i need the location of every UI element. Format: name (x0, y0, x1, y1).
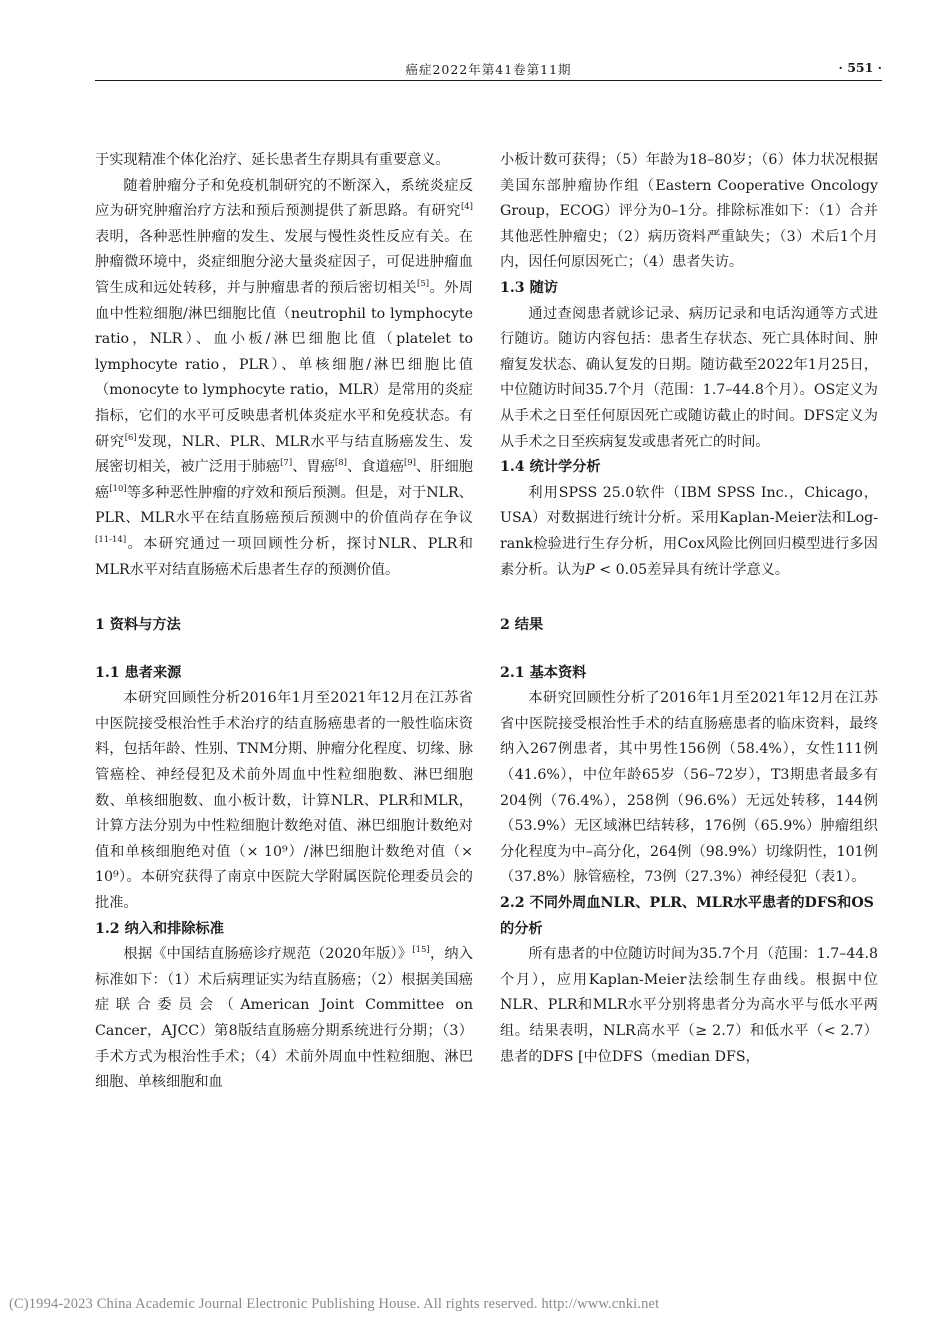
citation: [8] (334, 458, 347, 469)
paragraph: 所有患者的中位随访时间为35.7个月（范围：1.7–44.8个月），应用Kaplan-Meier法绘制生存曲线。根据中位NLR、PLR和MLR水平分别将患者分为高水平与低水平两组。结果表明，NLR高水平（≥ 2.7）和低水平（< 2.7）患者的DFS [中位DFS（median DFS， (500, 946, 878, 1065)
citation: [6] (124, 432, 137, 443)
paragraph: 于实现精准个体化治疗、延长患者生存期具有重要意义。 (95, 152, 450, 168)
right-column (500, 148, 878, 1070)
header-rule (95, 80, 882, 81)
page-number: · 551 · (838, 60, 882, 75)
subsection-heading: 1.3 随访 (500, 279, 558, 296)
subsection-heading: 2.2 不同外周血NLR、PLR、MLR水平患者的DFS和OS的分析 (500, 895, 874, 937)
paragraph: 通过查阅患者就诊记录、病历记录和电话沟通等方式进行随访。随访内容包括：患者生存状态、死亡具体时间、肿瘤复发状态、确认复发的日期。随访截至2022年1月25日，中位随访时间35.7个月（范围：1.7–44.8个月）。OS定义为从手术之日至任何原因死亡或随访截止的时间。DFS定义为从手术之日至疾病复发或患者死亡的时间。 (500, 305, 878, 450)
subsection-heading: 1.2 纳入和排除标准 (95, 920, 224, 937)
subsection-heading: 1.1 患者来源 (95, 664, 182, 681)
subsection-heading: 1.4 统计学分析 (500, 459, 601, 476)
subsection-heading: 2.1 基本资料 (500, 664, 587, 681)
paragraph: 根据《中国结直肠癌诊疗规范（2020年版）》[15]，纳入标准如下：（1）术后病理证实为结直肠癌；（2）根据美国癌症联合委员会（American Joint Committee on Cancer，AJCC）第8版结直肠癌分期系统进行分期；（3）手术方式为根治性手术；（4）术前外周血中性粒细胞、淋巴细胞、单核细胞和血 (95, 945, 473, 1091)
paragraph: 利用SPSS 25.0软件（IBM SPSS Inc.，Chicago，USA）对数据进行统计分析。采用Kaplan-Meier法和Log-rank检验进行生存分析，用Cox风险比例回归模型进行多因素分析。认为P < 0.05差异具有统计学意义。 (500, 484, 878, 578)
p-value-variable: P (585, 561, 595, 578)
section-heading: 2 结果 (500, 617, 544, 634)
paragraph: 小板计数可获得；（5）年龄为18–80岁；（6）体力状况根据美国东部肿瘤协作组（Eastern Cooperative Oncology Group，ECOG）评分为0–1分。排除标准如下：（1）合并其他恶性肿瘤史；（2）病历资料严重缺失；（3）术后1个月内，因任何原因死亡；（4）患者失访。 (500, 152, 878, 271)
citation: [4] (460, 202, 473, 213)
citation: [5] (417, 278, 430, 289)
citation: [9] (403, 458, 416, 469)
section-heading: 1 资料与方法 (95, 617, 181, 634)
paragraph: 本研究回顾性分析了2016年1月至2021年12月在江苏省中医院接受根治性手术的结直肠癌患者的临床资料，最终纳入267例患者，其中男性156例（58.4%），女性111例（41.6%），中位年龄65岁（56–72岁），T3期患者最多有204例（76.4%），258例（96.6%）无远处转移，144例（53.9%）无区域淋巴结转移，176例（65.9%）肿瘤组织分化程度为中–高分化，264例（98.9%）切缘阴性，101例（37.8%）脉管癌栓，73例（27.3%）神经侵犯（表1）。 (500, 690, 878, 886)
left-column (95, 148, 473, 1096)
citation: [7] (280, 458, 293, 469)
citation: [15] (412, 945, 430, 956)
paragraph: 随着肿瘤分子和免疫机制研究的不断深入，系统炎症反应为研究肿瘤治疗方法和预后预测提供了新思路。有研究[4]表明，各种恶性肿瘤的发生、发展与慢性炎性反应有关。在肿瘤微环境中，炎症细胞分泌大量炎症因子，可促进肿瘤血管生成和远处转移，并与肿瘤患者的预后密切相关[5]。外周血中性粒细胞/淋巴细胞比值（neutrophil to lymphocyte ratio，NLR）、血小板/淋巴细胞比值（platelet to lymphocyte ratio，PLR）、单核细胞/淋巴细胞比值（monocyte to lymphocyte ratio，MLR）是常用的炎症指标，它们的水平可反映患者机体炎症水平和免疫状态。有研究[6]发现，NLR、PLR、MLR水平与结直肠癌发生、发展密切相关，被广泛用于肺癌[7]、胃癌[8]、食道癌[9]、肝细胞癌[10]等多种恶性肿瘤的疗效和预后预测。但是，对于NLR、PLR、MLR水平在结直肠癌预后预测中的价值尚存在争议[11-14]。本研究通过一项回顾性分析，探讨NLR、PLR和MLR水平对结直肠癌术后患者生存的预测价值。 (95, 177, 473, 578)
running-header (95, 58, 882, 82)
paragraph: 本研究回顾性分析2016年1月至2021年12月在江苏省中医院接受根治性手术治疗的结直肠癌患者的一般性临床资料，包括年龄、性别、TNM分期、肿瘤分化程度、切缘、脉管癌栓、神经侵犯及术前外周血中性粒细胞数、淋巴细胞数、单核细胞数、血小板计数，计算NLR、PLR和MLR，计算方法分别为中性粒细胞计数绝对值、淋巴细胞计数绝对值和单核细胞绝对值（× 10⁹）/淋巴细胞计数绝对值（× 10⁹）。本研究获得了南京中医院大学附属医院伦理委员会的批准。 (95, 690, 473, 912)
citation: [11-14] (95, 534, 127, 545)
journal-title: 癌症2022年第41卷第11期 (405, 62, 572, 77)
copyright-footer: (C)1994-2023 China Academic Journal Electronic Publishing House. All rights reserved. http://www.cnki.net (9, 1296, 660, 1312)
citation: [10] (109, 483, 127, 494)
